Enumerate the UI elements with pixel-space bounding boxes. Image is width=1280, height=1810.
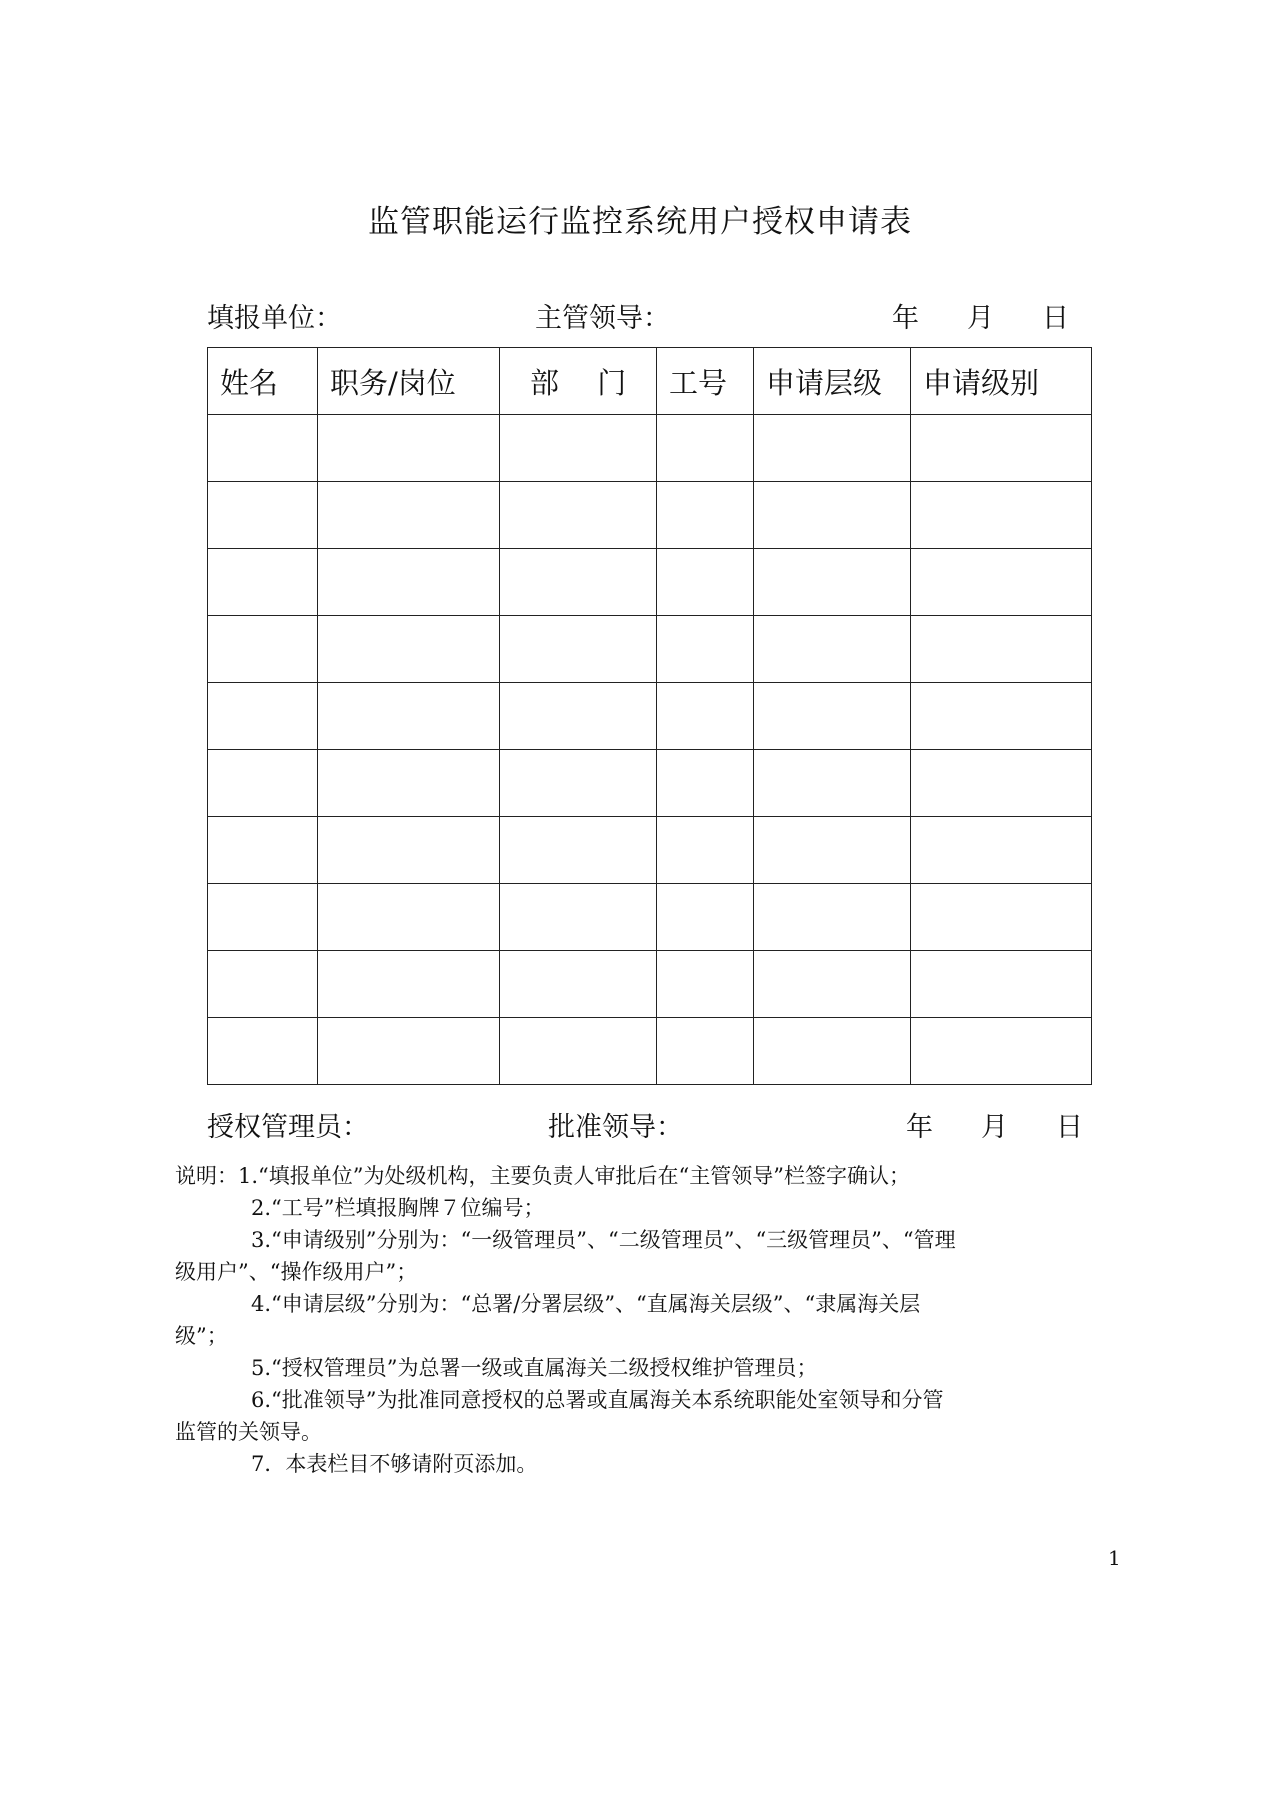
- table-cell[interactable]: [657, 616, 754, 683]
- table-cell[interactable]: [500, 951, 657, 1018]
- table-cell[interactable]: [208, 683, 318, 750]
- table-cell[interactable]: [208, 817, 318, 884]
- page-number: 1: [1108, 1546, 1121, 1570]
- column-header-application-level: 申请级别: [911, 348, 1092, 415]
- note-line: 6.“批准领导”为批准同意授权的总署或直属海关本系统职能处室领导和分管: [251, 1388, 944, 1412]
- table-cell[interactable]: [318, 750, 500, 817]
- table-cell[interactable]: [208, 616, 318, 683]
- table-row: [208, 951, 1092, 1018]
- table-cell[interactable]: [318, 951, 500, 1018]
- table-cell[interactable]: [500, 884, 657, 951]
- table-row: [208, 750, 1092, 817]
- table-cell[interactable]: [657, 683, 754, 750]
- table-cell[interactable]: [911, 817, 1092, 884]
- table-row: [208, 549, 1092, 616]
- table-cell[interactable]: [911, 951, 1092, 1018]
- table-cell[interactable]: [500, 415, 657, 482]
- form-header: [0, 296, 1280, 340]
- table-cell[interactable]: [911, 482, 1092, 549]
- header-date-day: 日: [1042, 303, 1069, 334]
- table-cell[interactable]: [657, 951, 754, 1018]
- authorization-table: [207, 347, 1092, 1085]
- note-line: 级”；: [175, 1324, 228, 1348]
- note-line: 级用户”、“操作级用户”；: [175, 1260, 418, 1284]
- table-cell[interactable]: [911, 884, 1092, 951]
- table-cell[interactable]: [754, 1018, 911, 1085]
- table-cell[interactable]: [657, 482, 754, 549]
- table-row: [208, 482, 1092, 549]
- table-cell[interactable]: [911, 549, 1092, 616]
- table-body: [208, 415, 1092, 1085]
- table-cell[interactable]: [318, 683, 500, 750]
- note-line: 7．本表栏目不够请附页添加。: [251, 1452, 538, 1476]
- table-cell[interactable]: [911, 683, 1092, 750]
- table-cell[interactable]: [318, 616, 500, 683]
- table-cell[interactable]: [208, 884, 318, 951]
- table-cell[interactable]: [657, 750, 754, 817]
- table-cell[interactable]: [318, 817, 500, 884]
- table-cell[interactable]: [911, 616, 1092, 683]
- header-date-year: 年: [892, 303, 919, 334]
- note-line: 5.“授权管理员”为总署一级或直属海关二级授权维护管理员；: [251, 1356, 818, 1380]
- table-cell[interactable]: [208, 951, 318, 1018]
- table-row: [208, 1018, 1092, 1085]
- table-cell[interactable]: [500, 616, 657, 683]
- note-line: 4.“申请层级”分别为：“总署/分署层级”、“直属海关层级”、“隶属海关层: [251, 1292, 921, 1316]
- table-cell[interactable]: [754, 415, 911, 482]
- header-date-month: 月: [967, 303, 994, 334]
- table-header-row: [208, 348, 1092, 415]
- footer-date-day: 日: [1056, 1112, 1083, 1143]
- form-title: 监管职能运行监控系统用户授权申请表: [368, 204, 912, 240]
- form-footer: [0, 1105, 1280, 1149]
- table-row: [208, 415, 1092, 482]
- column-header-department: 部 门: [500, 348, 657, 415]
- table-cell[interactable]: [318, 482, 500, 549]
- table-cell[interactable]: [754, 817, 911, 884]
- note-line: 监管的关领导。: [175, 1420, 322, 1444]
- table-row: [208, 884, 1092, 951]
- table-cell[interactable]: [657, 415, 754, 482]
- table-cell[interactable]: [208, 750, 318, 817]
- table-cell[interactable]: [754, 683, 911, 750]
- note-line: 说明：1.“填报单位”为处级机构，主要负责人审批后在“主管领导”栏签字确认；: [175, 1164, 910, 1188]
- table-cell[interactable]: [318, 884, 500, 951]
- footer-date-month: 月: [981, 1112, 1008, 1143]
- footer-date-year: 年: [906, 1112, 933, 1143]
- table-cell[interactable]: [318, 415, 500, 482]
- table-cell[interactable]: [500, 817, 657, 884]
- table-cell[interactable]: [657, 549, 754, 616]
- table-cell[interactable]: [500, 549, 657, 616]
- table-cell[interactable]: [657, 884, 754, 951]
- table-cell[interactable]: [911, 1018, 1092, 1085]
- table-cell[interactable]: [208, 1018, 318, 1085]
- note-line: 3.“申请级别”分别为：“一级管理员”、“二级管理员”、“三级管理员”、“管理: [251, 1228, 956, 1252]
- table-row: [208, 817, 1092, 884]
- table-cell[interactable]: [911, 750, 1092, 817]
- table-cell[interactable]: [208, 415, 318, 482]
- table-cell[interactable]: [318, 549, 500, 616]
- table-cell[interactable]: [500, 1018, 657, 1085]
- table-cell[interactable]: [500, 683, 657, 750]
- instructions-section: [175, 1160, 1125, 1480]
- approver-label: 批准领导：: [548, 1112, 683, 1143]
- note-line: 2.“工号”栏填报胸牌７位编号；: [251, 1196, 545, 1220]
- column-header-employee-id: 工号: [657, 348, 754, 415]
- column-header-application-tier: 申请层级: [754, 348, 911, 415]
- table-cell[interactable]: [754, 750, 911, 817]
- table-cell[interactable]: [754, 549, 911, 616]
- table-cell[interactable]: [754, 951, 911, 1018]
- table-cell[interactable]: [754, 482, 911, 549]
- table-cell[interactable]: [754, 616, 911, 683]
- table-row: [208, 616, 1092, 683]
- table-row: [208, 683, 1092, 750]
- table-cell[interactable]: [208, 549, 318, 616]
- table-cell[interactable]: [208, 482, 318, 549]
- table-cell[interactable]: [657, 817, 754, 884]
- table-cell[interactable]: [657, 1018, 754, 1085]
- supervisor-label: 主管领导：: [535, 303, 670, 334]
- fill-unit-label: 填报单位：: [207, 303, 342, 334]
- table-cell[interactable]: [911, 415, 1092, 482]
- authorization-admin-label: 授权管理员：: [207, 1112, 369, 1143]
- column-header-name: 姓名: [208, 348, 318, 415]
- table-cell[interactable]: [500, 750, 657, 817]
- table-cell[interactable]: [500, 482, 657, 549]
- table-cell[interactable]: [318, 1018, 500, 1085]
- column-header-position: 职务/岗位: [318, 348, 500, 415]
- table-cell[interactable]: [754, 884, 911, 951]
